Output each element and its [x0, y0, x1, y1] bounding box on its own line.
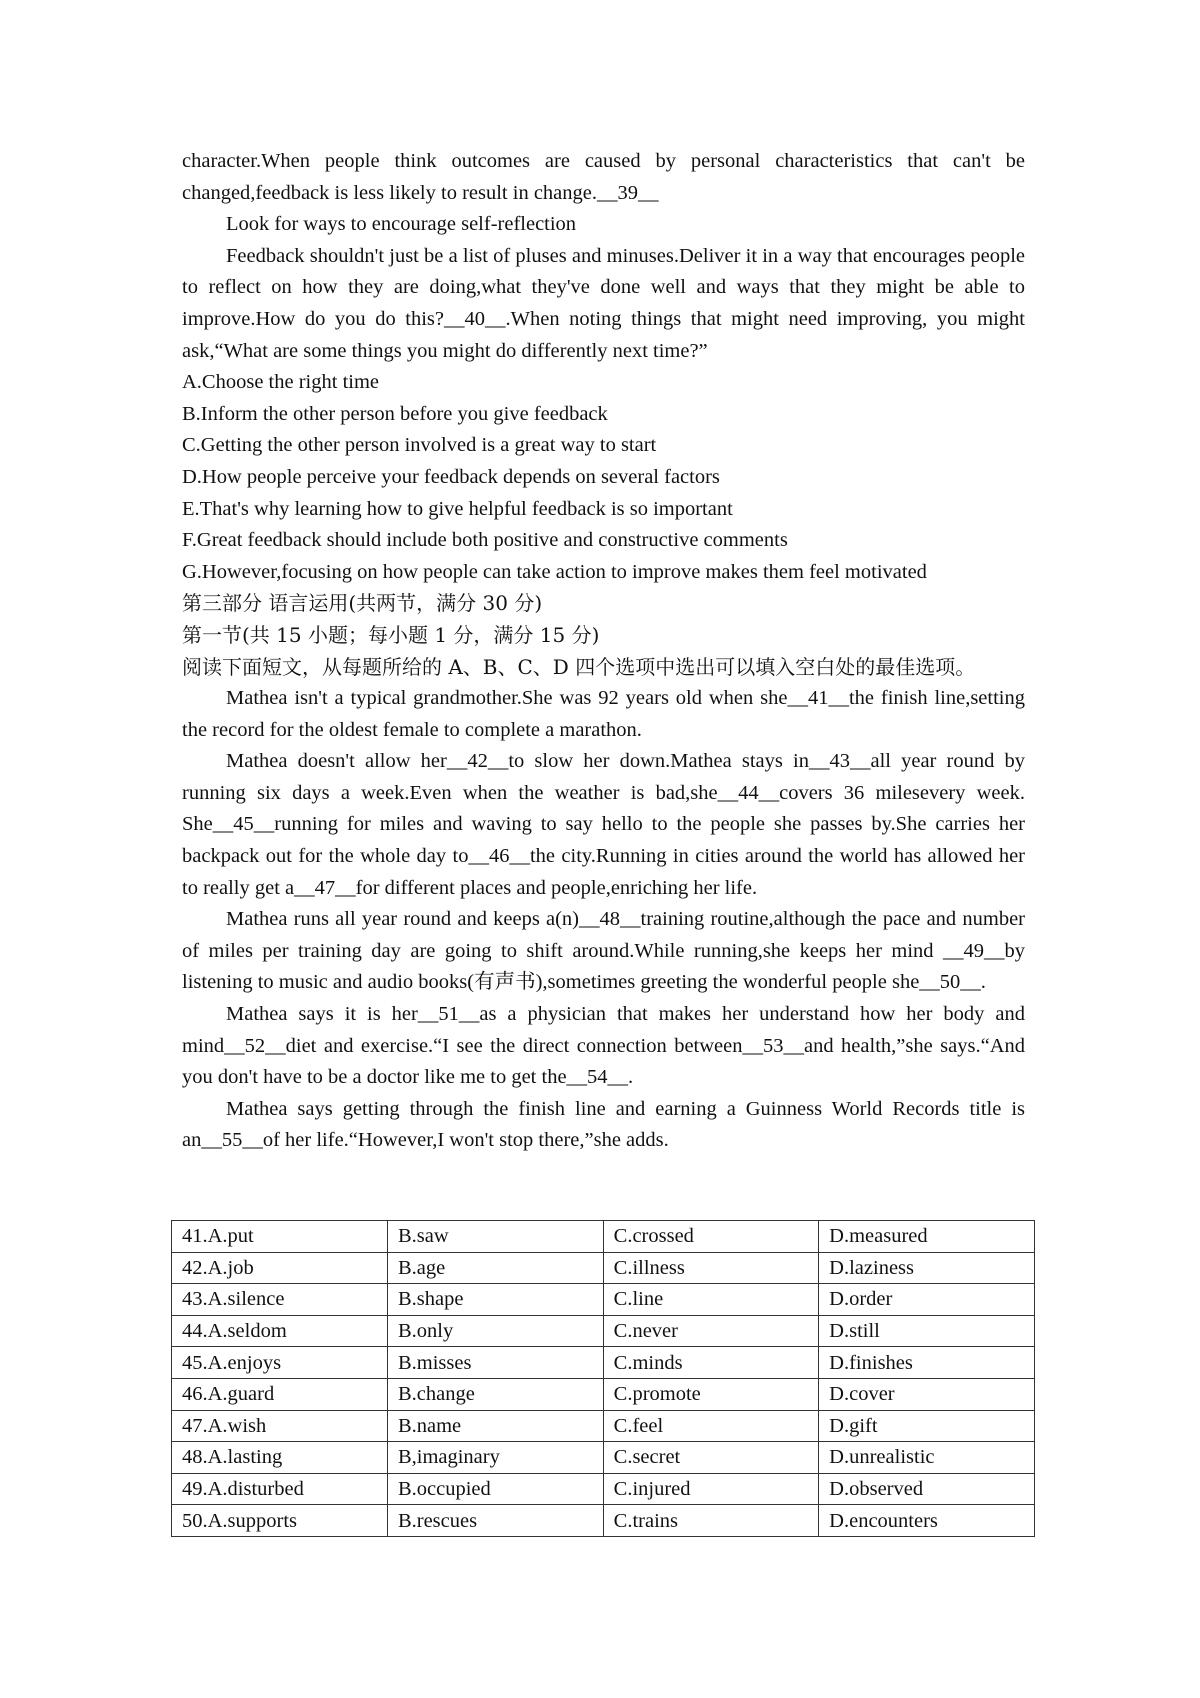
option-cell: C.secret: [603, 1442, 819, 1474]
paragraph: E.That's why learning how to give helpful feedback is so important: [182, 497, 733, 520]
paragraph: D.How people perceive your feedback depends on several factors: [182, 465, 720, 488]
option-cell: C.line: [603, 1284, 819, 1316]
option-cell: 46.A.guard: [172, 1378, 388, 1410]
option-cell: D.cover: [819, 1378, 1035, 1410]
option-row: [172, 1252, 1035, 1284]
paragraph: Mathea runs all year round and keeps a(n)__48__training routine,although the pace and number of miles per training day are going to shift around.While running,she keeps her mind __49__by listening to music and audio books(有声书),sometimes greeting the wonderful people she__50__.: [182, 908, 1025, 994]
option-cell: B.name: [387, 1410, 603, 1442]
option-cell: 47.A.wish: [172, 1410, 388, 1442]
paragraph: character.When people think outcomes are caused by personal characteristics that can't be changed,feedback is less likely to result in change.__39__: [182, 150, 1025, 204]
option-row: [172, 1410, 1035, 1442]
option-cell: C.never: [603, 1315, 819, 1347]
paragraph: C.Getting the other person involved is a great way to start: [182, 434, 657, 457]
option-cell: D.laziness: [819, 1252, 1035, 1284]
option-cell: 49.A.disturbed: [172, 1473, 388, 1505]
paragraph: 阅读下面短文，从每题所给的 A、B、C、D 四个选项中选出可以填入空白处的最佳选项。: [182, 654, 976, 679]
option-row: [172, 1505, 1035, 1537]
option-cell: D.finishes: [819, 1347, 1035, 1379]
option-cell: B.age: [387, 1252, 603, 1284]
option-cell: C.promote: [603, 1378, 819, 1410]
paragraph: Mathea says it is her__51__as a physician that makes her understand how her body and mind__52__diet and exercise.“I see the direct connection between__53__and health,”she says.“And you don't have to be a doctor like me to get the__54__.: [182, 1003, 1025, 1089]
paragraph: Mathea doesn't allow her__42__to slow her down.Mathea stays in__43__all year round by running six days a week.Even when the weather is bad,she__44__covers 36 milesevery week. She__45__running for miles and waving to say hello to the people she passes by.She carries her backpack out for the whole day to__46__the city.Running in cities around the world has allowed her to really get a__47__for different places and people,enriching her life.: [182, 750, 1025, 899]
option-cell: C.crossed: [603, 1221, 819, 1253]
option-cell: B.shape: [387, 1284, 603, 1316]
option-row: [172, 1347, 1035, 1379]
paragraph: 第一节(共 15 小题；每小题 1 分，满分 15 分): [182, 622, 600, 647]
paragraph: Look for ways to encourage self-reflection: [226, 213, 577, 236]
option-cell: D.gift: [819, 1410, 1035, 1442]
option-row: [172, 1442, 1035, 1474]
paragraph: 第三部分 语言运用(共两节，满分 30 分): [182, 591, 543, 616]
paragraph: A.Choose the right time: [182, 371, 380, 394]
option-cell: B.change: [387, 1378, 603, 1410]
option-row: [172, 1473, 1035, 1505]
option-cell: 45.A.enjoys: [172, 1347, 388, 1379]
option-cell: C.trains: [603, 1505, 819, 1537]
option-cell: B.only: [387, 1315, 603, 1347]
paragraph: Mathea says getting through the finish line and earning a Guinness World Records title is an__55__of her life.“However,I won't stop there,”she adds.: [182, 1097, 1025, 1152]
paragraph: B.Inform the other person before you give feedback: [182, 402, 608, 425]
option-row: [172, 1284, 1035, 1316]
option-cell: B.rescues: [387, 1505, 603, 1537]
paragraph: Mathea isn't a typical grandmother.She was 92 years old when she__41__the finish line,setting the record for the oldest female to complete a marathon.: [182, 687, 1025, 741]
option-cell: D.unrealistic: [819, 1442, 1035, 1474]
passage-text: [182, 146, 1025, 1157]
option-cell: 50.A.supports: [172, 1505, 388, 1537]
option-row: [172, 1315, 1035, 1347]
option-cell: C.illness: [603, 1252, 819, 1284]
option-row: [172, 1221, 1035, 1253]
option-cell: 42.A.job: [172, 1252, 388, 1284]
option-cell: B.misses: [387, 1347, 603, 1379]
paragraph: F.Great feedback should include both positive and constructive comments: [182, 529, 788, 552]
option-cell: C.feel: [603, 1410, 819, 1442]
option-cell: C.minds: [603, 1347, 819, 1379]
paragraph: Feedback shouldn't just be a list of pluses and minuses.Deliver it in a way that encourages people to reflect on how they are doing,what they've done well and ways that they might be able to improve.How do you do this?__40__.When noting things that might need improving, you might ask,“What are some things you might do differently next time?”: [182, 244, 1025, 362]
option-cell: D.order: [819, 1284, 1035, 1316]
option-cell: B.occupied: [387, 1473, 603, 1505]
option-cell: B,imaginary: [387, 1442, 603, 1474]
option-row: [172, 1378, 1035, 1410]
paragraph: G.However,focusing on how people can take action to improve makes them feel motivated: [182, 560, 927, 583]
option-cell: D.measured: [819, 1221, 1035, 1253]
option-cell: C.injured: [603, 1473, 819, 1505]
options-table: [171, 1220, 1035, 1537]
option-cell: 44.A.seldom: [172, 1315, 388, 1347]
option-cell: 48.A.lasting: [172, 1442, 388, 1474]
option-cell: B.saw: [387, 1221, 603, 1253]
option-cell: D.encounters: [819, 1505, 1035, 1537]
option-cell: 43.A.silence: [172, 1284, 388, 1316]
option-cell: 41.A.put: [172, 1221, 388, 1253]
option-cell: D.still: [819, 1315, 1035, 1347]
option-cell: D.observed: [819, 1473, 1035, 1505]
